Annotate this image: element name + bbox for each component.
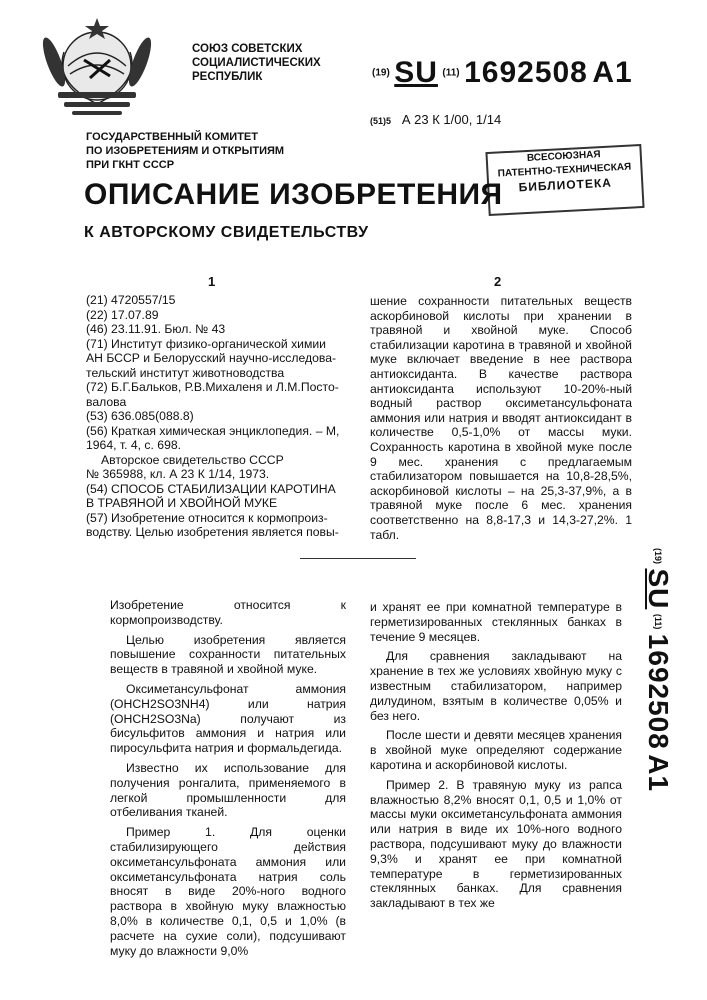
paragraph: Пример 2. В травяную муку из рапса влажностью 8,2% вносят 0,1, 0,5 и 1,0% от массы муки оксиметансульфоната аммония или натрия в виде их 10%-ного водного раствора, подсушивают муку до влажности 9,3% и хранят ее при комнатной температуре в герметизированных стеклянных банках. Для сравнения закладывают в тех же — [370, 777, 622, 911]
biblio-line: № 365988, кл. А 23 К 1/14, 1973. — [86, 467, 270, 481]
biblio-line: (54) СПОСОБ СТАБИЛИЗАЦИИ КАРОТИНА — [86, 481, 336, 496]
kind-code: A1 — [592, 56, 633, 89]
section-divider — [300, 558, 416, 559]
patent-number-block — [372, 56, 633, 90]
country-code: SU — [394, 56, 438, 89]
biblio-line: Авторское свидетельство СССР — [101, 452, 284, 467]
abstract-text: шение сохранности питательных веществ аскорбиновой кислоты при хранении в травяной и хвойной муке. Способ стабилизации каротина в травяной и хвойной муке включает введение в нее раствора антиоксиданта. В качестве раствора антиоксиданта используют 10-20%-ный водный раствор оксиметансульфоната аммония или натрия и вводят антиоксидант в количестве 0,5-1,0% от массы муки. Сохранность каротина в хвойной муке после 9 мес. хранения с предлагаемым стабилизатором повышается на 10,8-28,5%, аскорбиновой кислоты – на 25,3-37,9%, а в травяной муке после 6 мес. хранения соответственно на 8,8-17,3 и 14,3-27,2%. 1 табл. — [370, 294, 632, 542]
biblio-line: АН БССР и Белорусский научно-исследова- — [86, 351, 337, 365]
union-line: РЕСПУБЛИК — [192, 71, 263, 83]
paragraph: Оксиметансульфонат аммония (OHCH2SO3NH4) или натрия (OHCH2SO3Na) получают из бисульфитов аммония и натрия или пиросульфита натрия и формальдегида. — [110, 681, 346, 756]
biblio-line: В ТРАВЯНОЙ И ХВОЙНОЙ МУКЕ — [86, 496, 278, 510]
sidebar-code-11: (11) — [653, 613, 663, 630]
committee-line: ПРИ ГКНТ СССР — [86, 159, 175, 171]
issuing-state — [192, 42, 321, 84]
stamp-line: ВСЕСОЮЗНАЯ — [526, 149, 601, 164]
sidebar-kind: A1 — [643, 754, 674, 793]
stamp-line: ПАТЕНТНО-ТЕХНИЧЕСКАЯ — [497, 161, 632, 180]
sidebar-patent-number — [636, 548, 680, 800]
union-line: СОЦИАЛИСТИЧЕСКИХ — [192, 57, 321, 69]
biblio-line: (57) Изобретение относится к кормопроиз- — [86, 510, 328, 525]
paragraph: После шести и девяти месяцев хранения в хвойной муке определяют содержание каротина и аскорбиновой кислоты. — [370, 728, 622, 772]
ipc-code: (51)5 — [370, 116, 392, 126]
document-subtitle: К АВТОРСКОМУ СВИДЕТЕЛЬСТВУ — [84, 224, 369, 241]
biblio-line: (21) 4720557/15 — [86, 293, 176, 307]
committee-line: ГОСУДАРСТВЕННЫЙ КОМИТЕТ — [86, 131, 258, 143]
paragraph: Пример 1. Для оценки стабилизирующего действия оксиметансульфоната аммония или оксиметансульфоната натрия соль вносят в виде 20%-ного водного раствора в хвойную муку влажностью 8,0% в количестве 0,1, 0,5 и 1,0% (в расчете на сухие соли), подсушивают муку до влажности 9,0% — [110, 825, 346, 958]
library-stamp — [485, 144, 644, 216]
paragraph: Для сравнения закладывают на хранение в тех же условиях хвойную муку с известным стабилизатором, например дилудином, взятым в количестве 0,05% и без него. — [370, 649, 622, 723]
stamp-line: БИБЛИОТЕКА — [518, 175, 613, 195]
biblio-line: 1964, т. 4, с. 698. — [86, 438, 182, 452]
union-line: СОЮЗ СОВЕТСКИХ — [192, 43, 303, 55]
ipc-classification — [370, 112, 501, 127]
sidebar-number: 1692508 — [643, 633, 674, 750]
sidebar-code-19: (19) — [653, 548, 663, 565]
bibliographic-data — [86, 293, 354, 540]
body-column-left — [110, 598, 346, 963]
biblio-line: (71) Институт физико-органической химии — [86, 336, 326, 351]
biblio-line: водству. Целью изобретения является повы- — [86, 525, 339, 539]
biblio-line: (56) Краткая химическая энциклопедия. – М, — [86, 423, 340, 438]
column-number-left: 1 — [208, 274, 216, 289]
biblio-line: (72) Б.Г.Бальков, Р.В.Михаленя и Л.М.Постo- — [86, 380, 339, 394]
paragraph: Изобретение относится к кормопроизводству. — [110, 598, 346, 627]
column-number-right: 2 — [494, 274, 502, 289]
biblio-line: (46) 23.11.91. Бюл. № 43 — [86, 322, 226, 336]
biblio-line: тельский институт животноводства — [86, 365, 285, 380]
body-column-right — [370, 600, 622, 916]
paragraph: Известно их использование для получения ронгалита, применяемого в легкой промышленности для отбеливания тканей. — [110, 760, 346, 820]
biblio-line: (22) 17.07.89 — [86, 307, 159, 322]
sidebar-country: SU — [643, 568, 674, 610]
paragraph: Целью изобретения является повышение сохранности питательных веществ в травяной и хвойной муке. — [110, 632, 346, 677]
ipc-class: А 23 К 1/00, 1/14 — [401, 112, 502, 127]
code-19: (19) — [372, 67, 390, 79]
state-committee — [86, 130, 284, 172]
paragraph: и хранят ее при комнатной температуре в герметизированных стеклянных банках в течение 9 месяцев. — [370, 600, 622, 644]
ussr-emblem — [14, 12, 180, 118]
committee-line: ПО ИЗОБРЕТЕНИЯМ И ОТКРЫТИЯМ — [86, 145, 285, 157]
biblio-line: валова — [86, 394, 127, 409]
patent-number: 1692508 — [464, 56, 588, 89]
document-title: ОПИСАНИЕ ИЗОБРЕТЕНИЯ — [84, 178, 503, 211]
biblio-line: (53) 636.085(088.8) — [86, 409, 194, 423]
code-11: (11) — [442, 67, 460, 79]
